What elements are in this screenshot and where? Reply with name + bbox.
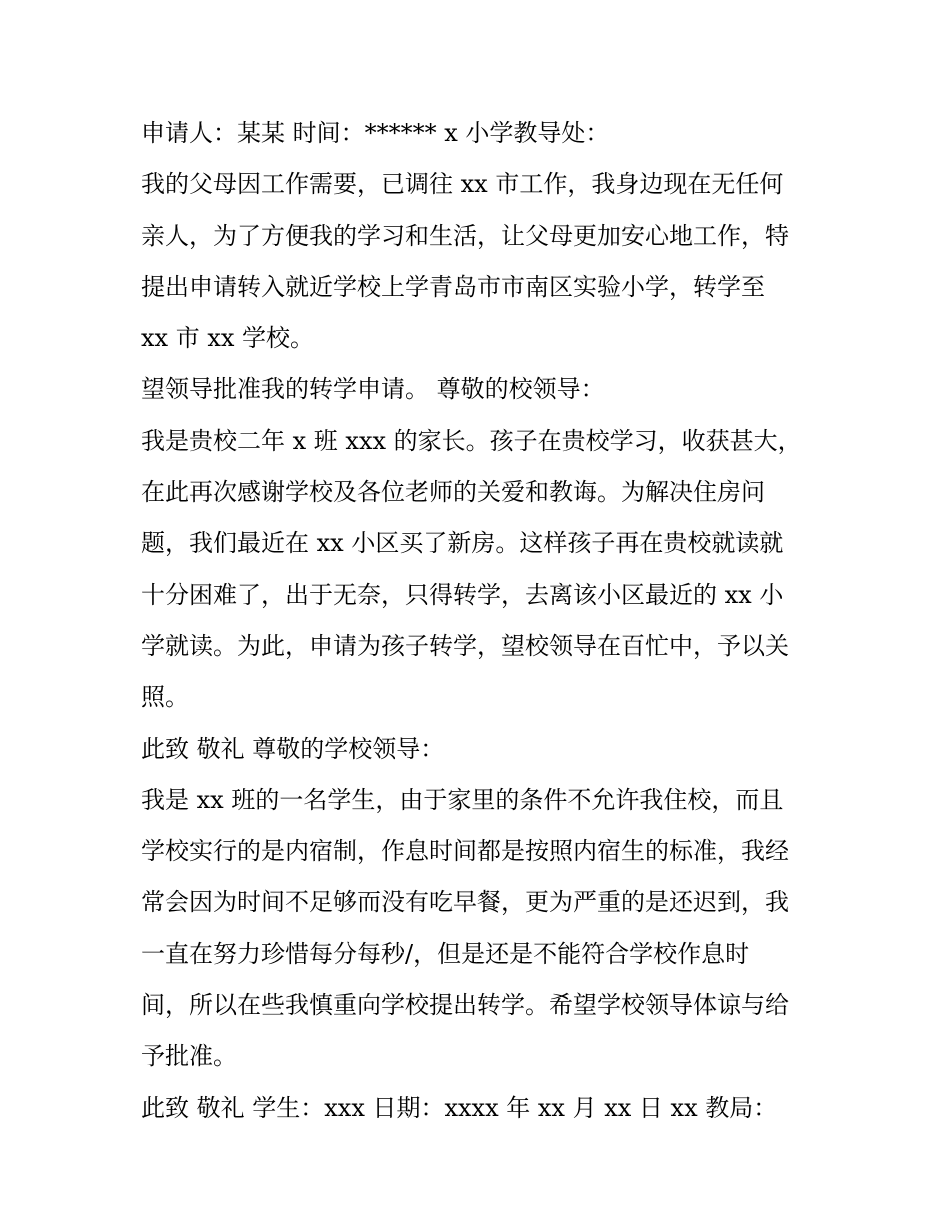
text-line: 间，所以在些我慎重向学校提出转学。希望学校领导体谅与给 xyxy=(141,991,789,1020)
text-line: 我的父母因工作需要，已调往 xx 市工作，我身边现在无任何 xyxy=(141,170,784,199)
text-line: 我是 xx 班的一名学生，由于家里的条件不允许我住校，而且 xyxy=(141,785,784,814)
text-line: 提出申请转入就近学校上学青岛市市南区实验小学，转学至 xyxy=(141,272,765,301)
text-line: 亲人，为了方便我的学习和生活，让父母更加安心地工作，特 xyxy=(141,221,789,250)
text-line: 常会因为时间不足够而没有吃早餐，更为严重的是还迟到，我 xyxy=(141,888,789,917)
text-line: 望领导批准我的转学申请。 尊敬的校领导： xyxy=(141,375,605,404)
text-line: 我是贵校二年 x 班 xxx 的家长。孩子在贵校学习，收获甚大， xyxy=(141,426,802,455)
text-line: 学就读。为此，申请为孩子转学，望校领导在百忙中，予以关 xyxy=(141,631,789,660)
text-line: 在此再次感谢学校及各位老师的关爱和教诲。为解决住房问 xyxy=(141,478,765,507)
text-line: 申请人：某某 时间：****** x 小学教导处： xyxy=(141,119,610,147)
text-line: 照。 xyxy=(141,683,189,712)
text-line: 此致 敬礼 学生：xxx 日期：xxxx 年 xx 月 xx 日 xx 教局： xyxy=(141,1093,778,1122)
text-line: 此致 敬礼 尊敬的学校领导： xyxy=(141,734,445,763)
letter-body xyxy=(141,108,831,1134)
text-line: 题，我们最近在 xx 小区买了新房。这样孩子再在贵校就读就 xyxy=(141,529,784,558)
text-line: 予批准。 xyxy=(141,1042,237,1071)
text-line: 一直在努力珍惜每分每秒/，但是还是不能符合学校作息时 xyxy=(141,939,750,968)
text-line: xx 市 xx 学校。 xyxy=(141,324,315,353)
text-line: 学校实行的是内宿制，作息时间都是按照内宿生的标准，我经 xyxy=(141,837,789,866)
text-line: 十分困难了，出于无奈，只得转学，去离该小区最近的 xx 小 xyxy=(141,580,784,609)
